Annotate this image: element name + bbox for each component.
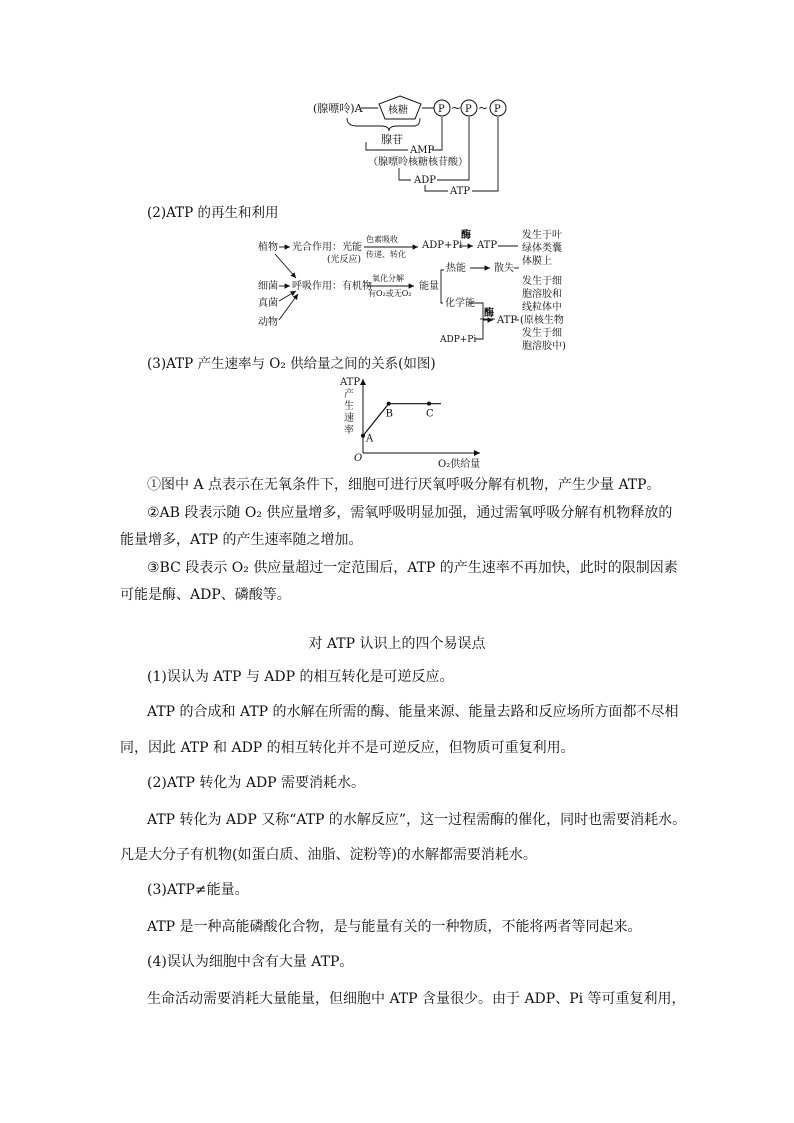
- y-axis-label: ATP 产生速率: [340, 377, 361, 436]
- tilde-1: ~: [451, 101, 462, 115]
- nucleoside-label: 腺苷: [381, 133, 403, 146]
- mistake-1: (1)误认为 ATP 与 ADP 的相互转化是可逆反应。: [147, 669, 454, 685]
- site2-line5: 发生于细: [522, 328, 562, 339]
- amp-note: （腺嘌呤核糖核苷酸）: [368, 157, 468, 168]
- point-b: [387, 402, 391, 406]
- site2-line6: 胞溶胶中): [522, 341, 566, 352]
- atp-1: ATP: [477, 240, 498, 251]
- point-label-b: B: [385, 408, 394, 420]
- amp-label: AMP: [410, 145, 435, 156]
- heat-label: 热能: [446, 263, 466, 274]
- adp-pi-2: ADP+Pi: [440, 335, 477, 345]
- photosynthesis-label: 光合作用：光能: [292, 242, 362, 253]
- note-2b: 能量增多，ATP 的产生速率随之增加。: [120, 532, 363, 548]
- phosphate-2-label: P: [465, 104, 472, 115]
- mistake-1-text-a: ATP 的合成和 ATP 的水解在所需的酶、能量来源、能量去路和反应场所方面都不尽相: [147, 704, 679, 720]
- atp-2: ATP: [497, 315, 518, 326]
- atp-label: ATP: [450, 186, 471, 197]
- site2-line1: 发生于细: [522, 276, 562, 287]
- mistake-1-text-b: 同，因此 ATP 和 ADP 的相互转化并不是可逆反应，但物质可重复利用。: [120, 740, 575, 756]
- site1-line1: 发生于叶: [522, 230, 562, 241]
- enzyme-2: 酶: [484, 308, 494, 319]
- note-2a: ②AB 段表示随 O₂ 供应量增多，需氧呼吸明显加强，通过需氧呼吸分解有机物释放的: [147, 505, 673, 521]
- point-a: [361, 434, 365, 438]
- atp-regeneration-diagram: [0, 0, 794, 360]
- oxidation-bottom: 有O₂或无O₂: [368, 289, 412, 298]
- note-3b: 可能是酶、ADP、磷酸等。: [120, 587, 291, 603]
- organism-fungi: 真菌: [258, 298, 278, 309]
- oxidation-top: 氧化分解: [372, 274, 404, 283]
- ribose-label: 核糖: [388, 105, 408, 116]
- mistake-3: (3)ATP≠能量。: [147, 882, 249, 898]
- x-axis-label: O₂供给量: [438, 459, 481, 470]
- site1-line3: 体膜上: [522, 256, 552, 267]
- section2-title: (2)ATP 的再生和利用: [147, 205, 279, 221]
- tilde-2: ~: [478, 101, 489, 115]
- energy-label: 能量: [419, 281, 439, 292]
- chem-label: 化学能: [445, 298, 475, 309]
- atp-rate-chart: [330, 375, 490, 475]
- dissipate-label: 散失: [494, 263, 514, 274]
- mistake-4-text-a: 生命活动需要消耗大量能量，但细胞中 ATP 含量很少。由于 ADP、Pi 等可重复利用，: [147, 991, 686, 1007]
- phosphate-1-label: P: [438, 104, 445, 115]
- point-label-c: C: [426, 408, 434, 420]
- origin-label: O: [354, 453, 363, 464]
- phosphate-3-label: P: [494, 104, 501, 115]
- point-c: [427, 402, 431, 406]
- adp-pi-1: ADP+Pi: [422, 240, 463, 251]
- pigment-bottom: 传递、转化: [366, 250, 406, 259]
- site1-line2: 绿体类囊: [522, 243, 562, 254]
- mistakes-title: 对 ATP 认识上的四个易误点: [308, 636, 486, 652]
- organism-bacteria: 细菌: [258, 281, 278, 292]
- adp-label: ADP: [414, 175, 436, 186]
- site2-line3: 线粒体中: [522, 302, 562, 313]
- mistake-2: (2)ATP 转化为 ADP 需要消耗水。: [147, 775, 366, 791]
- point-label-a: A: [366, 433, 374, 445]
- site2-line4: (原核生物: [520, 315, 564, 326]
- mistake-2-text-b: 凡是大分子有机物(如蛋白质、油脂、淀粉等)的水解都需要消耗水。: [120, 847, 537, 863]
- light-reaction-label: (光反应): [327, 255, 362, 265]
- pigment-top: 色素吸收: [366, 235, 398, 244]
- note-1: ①图中 A 点表示在无氧条件下，细胞可进行厌氧呼吸分解有机物，产生少量 ATP。: [147, 477, 661, 493]
- enzyme-1: 酶: [461, 230, 471, 241]
- organism-animal: 动物: [258, 317, 278, 328]
- mistake-3-text-a: ATP 是一种高能磷酸化合物，是与能量有关的一种物质，不能将两者等同起来。: [147, 919, 642, 935]
- site2-line2: 胞溶胶和: [522, 289, 562, 300]
- organism-plant: 植物: [258, 242, 278, 253]
- section3-title: (3)ATP 产生速率与 O₂ 供给量之间的关系(如图): [147, 356, 436, 372]
- note-3a: ③BC 段表示 O₂ 供应量超过一定范围后，ATP 的产生速率不再加快，此时的限制因素: [147, 560, 678, 576]
- mistake-4: (4)误认为细胞中含有大量 ATP。: [147, 954, 354, 970]
- mistake-2-text-a: ATP 转化为 ADP 又称“ATP 的水解反应”，这一过程需酶的催化，同时也需要消耗水。: [147, 812, 687, 828]
- adenine-label: (腺嘌呤)A: [313, 102, 363, 115]
- respiration-label: 呼吸作用：有机物: [292, 281, 372, 292]
